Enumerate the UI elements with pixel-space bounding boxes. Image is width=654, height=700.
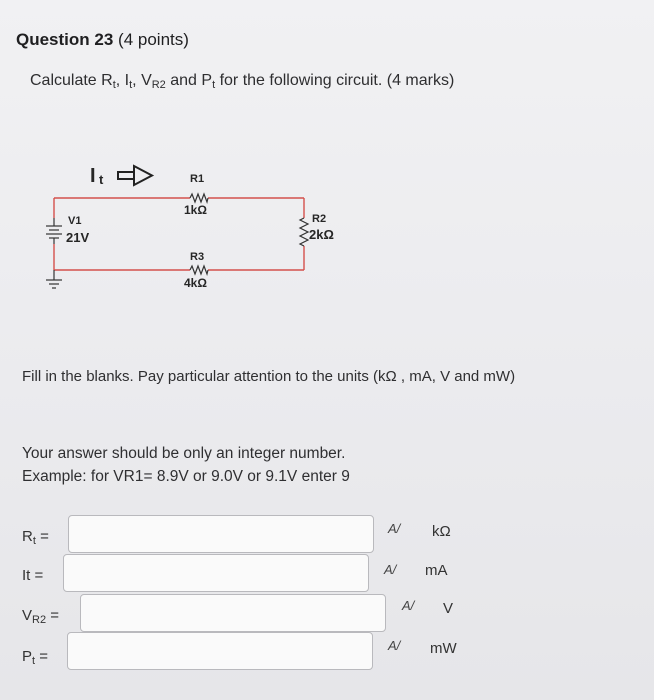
battery-icon [46, 218, 62, 244]
vr2-label: $V_{R2}$ = [22, 607, 60, 626]
question-title [16, 30, 189, 50]
question-number: Question 23 [16, 30, 114, 49]
resistor-r2-icon [300, 218, 308, 246]
v1-name: V1 [68, 215, 82, 227]
r1-name: R1 [190, 173, 205, 185]
rt-input[interactable] [68, 515, 374, 553]
it-unit: mA [425, 562, 448, 579]
v1-value: 21V [66, 230, 90, 245]
prompt-text: and P [165, 72, 213, 89]
r2-value: 2kΩ [309, 227, 334, 242]
rt-unit: kΩ [432, 523, 451, 540]
vr2-input[interactable] [80, 594, 386, 632]
resistor-r3-icon [190, 266, 208, 274]
pt-input[interactable] [67, 632, 373, 670]
current-label-sub: t [99, 172, 104, 187]
prompt-text: , I [115, 72, 130, 89]
current-label: I [90, 165, 96, 187]
vr2-unit: V [443, 600, 454, 617]
fill-instruction: Fill in the blanks. Pay particular attention to the units (kΩ , mA, V and mW) [22, 368, 516, 385]
prompt-text: Calculate R [30, 72, 113, 89]
prompt-text: for the following circuit. (4 marks) [215, 72, 455, 89]
answer-format-note [22, 442, 350, 488]
r3-value: 4kΩ [184, 276, 207, 290]
prompt-sub: t [112, 79, 116, 91]
prompt-sub: t [129, 79, 133, 91]
it-label: It = [22, 567, 44, 584]
r2-name: R2 [312, 213, 327, 225]
answer-line-2: Example: for VR1= 8.9V or 9.0V or 9.1V enter 9 [22, 468, 350, 485]
circuit-diagram [40, 148, 360, 298]
spellcheck-icon[interactable]: A/ [388, 638, 401, 653]
resistor-r1-icon [190, 194, 208, 202]
r1-value: 1kΩ [184, 203, 207, 217]
spellcheck-icon[interactable]: A/ [402, 598, 415, 613]
prompt-sub: t [212, 79, 216, 91]
question-prompt [30, 72, 454, 91]
spellcheck-icon[interactable]: A/ [384, 562, 397, 577]
prompt-sub: R2 [151, 79, 166, 91]
question-points: (4 points) [118, 30, 189, 49]
answer-line-1: Your answer should be only an integer number. [22, 445, 346, 462]
r3-name: R3 [190, 251, 205, 263]
it-input[interactable] [63, 554, 369, 592]
prompt-text: , V [132, 72, 152, 89]
pt-unit: mW [430, 640, 457, 657]
rt-label: $R_t$ = [22, 528, 49, 547]
current-arrow-icon [118, 166, 152, 185]
ground-icon [46, 270, 62, 288]
spellcheck-icon[interactable]: A/ [388, 521, 401, 536]
pt-label: $P_t$ = [22, 648, 49, 667]
